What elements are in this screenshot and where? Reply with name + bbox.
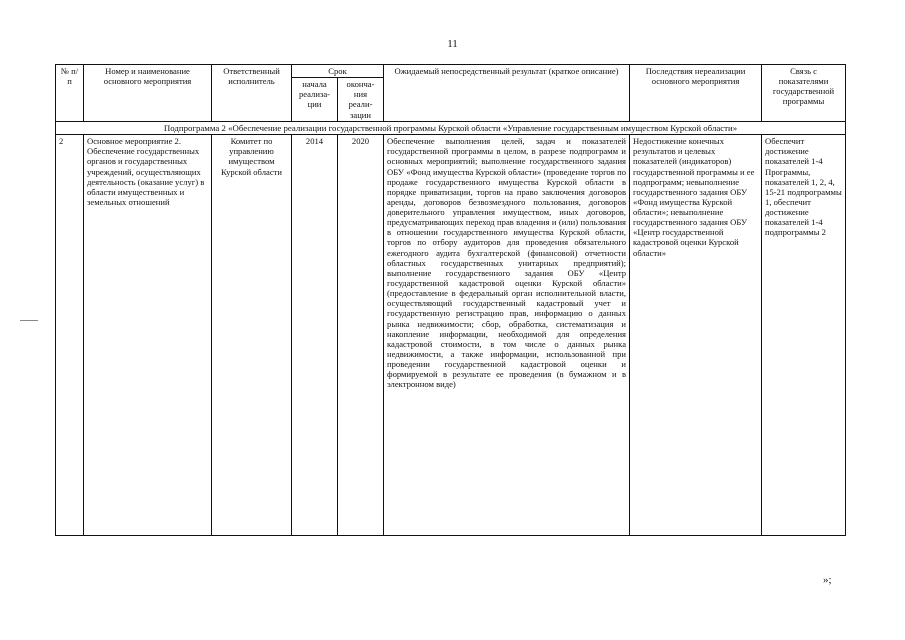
closing-mark: »; — [823, 574, 832, 586]
header-term-end: оконча-ния реали-зации — [338, 78, 384, 122]
subprogram-title: Подпрограмма 2 «Обеспечение реализации государственной программы Курской области «Управление государственным имуществом Курской области» — [56, 121, 846, 134]
header-term-start: начала реализа-ции — [292, 78, 338, 122]
header-term: Срок — [292, 65, 384, 78]
row-result: Обеспечение выполнения целей, задач и показателей государственной программы в целом, в разрезе подпрограмм и основных мероприятий; выполнение государственного задания ОБУ «Фонд имущества Курской области» (проведение торгов по продаже государственного имущества Курской области в порядке приватизации, торгов на право заключения договоров аренды, договоров безвозмездного пользования, договоров доверительного управления имуществом, иных договоров, предусматривающих переход прав владения и (или) пользования в отношении государственного имущества Курской области, торгов по отбору аудиторов для проведения обязательного ежегодного аудита бухгалтерской (финансовой) отчетности областных государственных унитарных предприятий); выполнение государственного задания ОБУ «Центр государственной кадастровой оценки Курской области» (предоставление в федеральный орган исполнительной власти, осуществляющий государственный кадастровый учет и государственную регистрацию прав, информацию о данных рынка недвижимости; сбор, обработка, систематизация и накопление информации, необходимой для определения кадастровой стоимости, в том числе о данных рынка недвижимости, а также информации, использованной при проведении государственной кадастровой оценки и формируемой в результате ее проведения (в бумажном и в электронном виде) — [384, 135, 630, 536]
row-consequences: Недостижение конечных результатов и целевых показателей (индикаторов) государственной программы и ее подпрограмм; невыполнение государственного задания ОБУ «Фонд имущества Курской области»; невыполнение государственного задания ОБУ «Центр государственной кадастровой оценки Курской области» — [630, 135, 762, 536]
page-number: 11 — [447, 38, 458, 50]
header-consequences: Последствия нереализации основного мероприятия — [630, 65, 762, 122]
row-event: Основное мероприятие 2. Обеспечение государственных органов и государственных учреждений, осуществляющих деятельность (оказание услуг) в области имущественных и земельных отношений — [84, 135, 212, 536]
subprogram-row — [56, 121, 846, 134]
row-responsible: Комитет по управлению имуществом Курской области — [212, 135, 292, 536]
row-link: Обеспечит достижение показателей 1-4 Программы, показателей 1, 2, 4, 15-21 подпрограммы 1, обеспечит достижение показателей 1-4 подпрограммы 2 — [762, 135, 846, 536]
header-event: Номер и наименование основного мероприятия — [84, 65, 212, 122]
program-events-table — [55, 64, 846, 536]
row-end: 2020 — [338, 135, 384, 536]
header-num: № п/п — [56, 65, 84, 122]
table-header-row — [56, 65, 846, 78]
header-link: Связь с показателями государственной программы — [762, 65, 846, 122]
scan-artifact — [20, 320, 38, 321]
header-result: Ожидаемый непосредственный результат (краткое описание) — [384, 65, 630, 122]
header-responsible: Ответственный исполнитель — [212, 65, 292, 122]
row-num: 2 — [56, 135, 84, 536]
table-row — [56, 135, 846, 536]
row-start: 2014 — [292, 135, 338, 536]
